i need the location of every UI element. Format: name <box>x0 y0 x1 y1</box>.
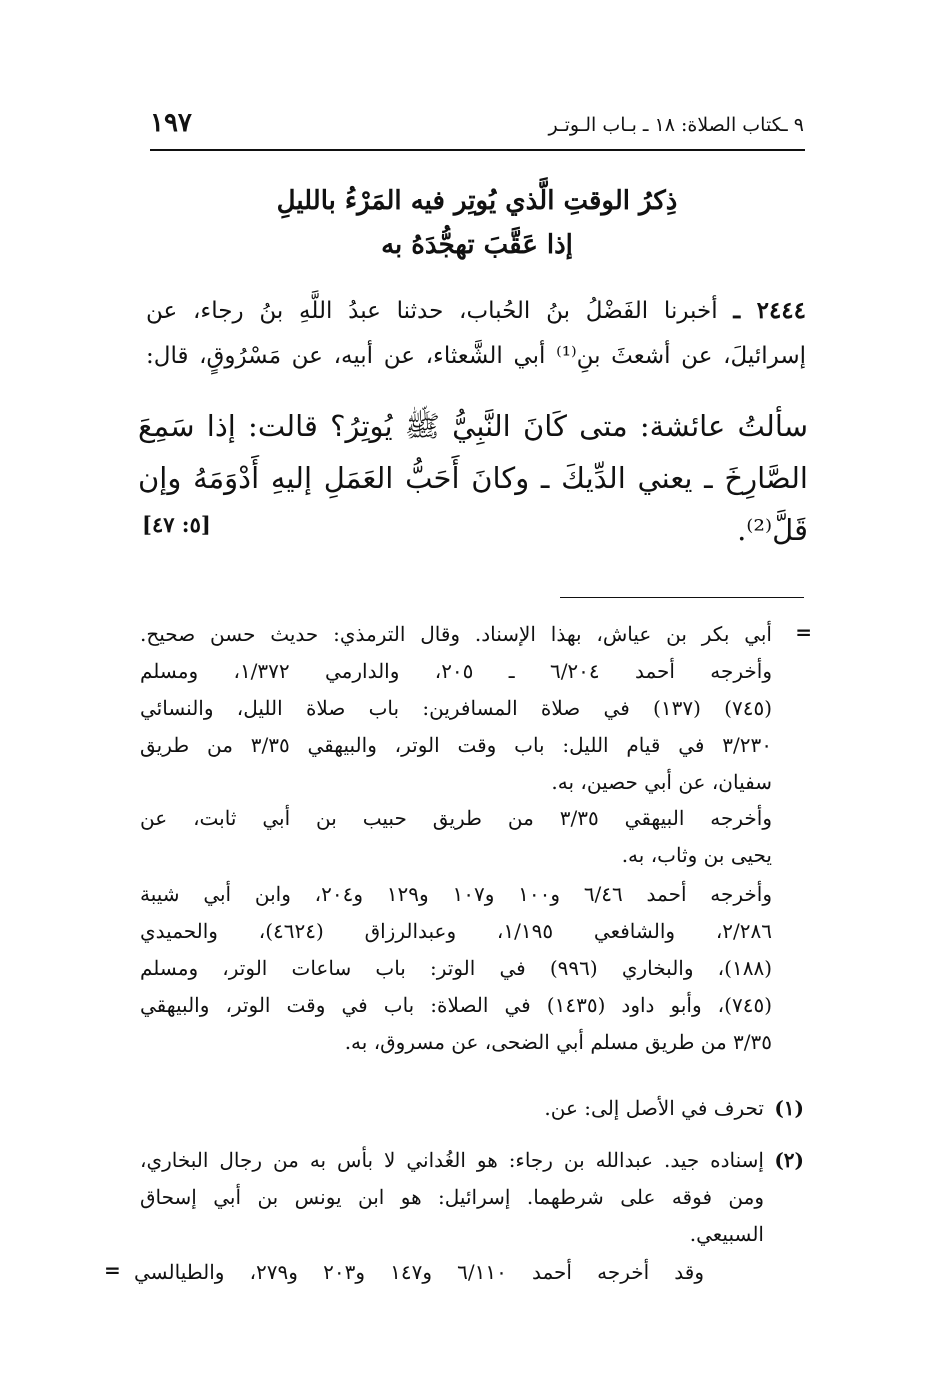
isnad-line1: أخبرنا الفَضْلُ بنُ الحُباب، حدثنا عبدُ اللَّهِ بنُ رجاء، عن <box>146 298 718 324</box>
footnote-line: (١٨٨)، والبخاري (٩٩٦) في الوتر: باب ساعات الوتر، ومسلم <box>140 956 772 980</box>
footnote-line: (٧٤٥)، وأبو داود (١٤٣٥) في الصلاة: باب في وقت الوتر، والبيهقي <box>140 993 772 1017</box>
footnote-line: أبي بكر بن عياش، بهذا الإسناد. وقال الترمذي: حديث حسن صحيح. <box>140 622 772 646</box>
footnote-continued <box>140 616 772 801</box>
isnad-line2: إسرائيلَ، عن أشعثَ بنِ⁽¹⁾ أبي الشَّعثاء، عن أبيه، عن مَسْرُوقٍ، قال: <box>146 343 806 369</box>
footnote-line: وأخرجه أحمد ٦/٤٦ و١٠٠ و١٠٧ و١٢٩ و٢٠٤، وابن أبي شيبة <box>140 882 773 906</box>
hadith-number: ٢٤٤٤ ـ <box>733 297 807 324</box>
page-number: ١٩٧ <box>150 108 192 138</box>
matn-line1: سألتُ عائشة: متى كَانَ النَّبِيُّ ﷺ يُوتِرُ؟ قالت: إذا سَمِعَ <box>138 409 808 443</box>
footnote-line: ومن فوقه على شرطهما. إسرائيل: هو ابن يونس بن أبي إسحاق <box>140 1185 764 1209</box>
footnote-continuation-line: وقد أخرجه أحمد ٦/١١٠ و١٤٧ و٢٠٣ و٢٧٩، والطيالسي <box>134 1260 705 1284</box>
hadith-matn <box>138 400 808 504</box>
continuation-mark-bottom: = <box>104 1258 121 1282</box>
header-rule <box>150 149 805 151</box>
chapter-title-line1: ذِكرُ الوقتِ الَّذي يُوتِر فيه المَرْءُ بالليلِ <box>276 186 678 216</box>
footnote-line: ٣/٢٣٠ في قيام الليل: باب وقت الوتر، والبيهقي ٣/٣٥ من طريق <box>140 733 772 757</box>
footnote-2-text <box>140 1142 764 1253</box>
continuation-mark-top: = <box>795 620 812 644</box>
footnote-2 <box>140 1142 804 1253</box>
matn-line3: قَلَّ⁽²⁾. <box>737 513 808 547</box>
footnote-line: السبيعي. <box>689 1222 764 1246</box>
hadith-reference: [٥: ٤٧] <box>142 512 211 537</box>
footnote-line: سفيان، عن أبي حصين، به. <box>551 770 772 794</box>
footnote-2-mark: (٢) <box>774 1148 804 1172</box>
chapter-title-line2: إذا عَقَّبَ تهجُّدَهُ به <box>381 230 573 260</box>
footnote-line: ٢/٢٨٦، والشافعي ١/١٩٥، وعبدالرزاق (٤٦٢٤)، والحميدي <box>140 919 772 943</box>
footnote-line: (٧٤٥) (١٣٧) في صلاة المسافرين: باب صلاة الليل، والنسائي <box>140 696 772 720</box>
footnote-line: وأخرجه البيهقي ٣/٣٥ من طريق حبيب بن أبي ثابت، عن <box>140 806 772 830</box>
footnote-line: إسناده جيد. عبدالله بن رجاء: هو الغُداني لا بأس به من رجال البخاري، <box>140 1148 764 1172</box>
footnote-line: يحيى بن وثاب، به. <box>621 843 772 867</box>
footnote-line: وأخرجه أحمد ٦/٢٠٤ ـ ٢٠٥، والدارمي ١/٣٧٢، ومسلم <box>140 659 773 683</box>
footnote-para3 <box>140 876 772 1061</box>
matn-line2: الصَّارِخَ ـ يعني الدِّيكَ ـ وكانَ أَحَبُّ العَمَلِ إليهِ أَدْوَمَهُ وإن <box>138 461 808 495</box>
footnote-1-mark: (١) <box>774 1096 804 1120</box>
footnote-para2 <box>140 800 772 874</box>
running-title: ٩ ـكتاب الصلاة: ١٨ ـ بـاب الـوتـر <box>548 114 804 136</box>
footnote-line: ٣/٣٥ من طريق مسلم أبي الضحى، عن مسروق، به. <box>344 1030 772 1054</box>
footnote-1 <box>404 1090 804 1127</box>
footnote-rule <box>560 597 804 598</box>
page-header <box>150 108 804 144</box>
footnote-1-text: تحرف في الأصل إلى: عن. <box>544 1096 764 1120</box>
hadith-isnad <box>146 288 806 379</box>
